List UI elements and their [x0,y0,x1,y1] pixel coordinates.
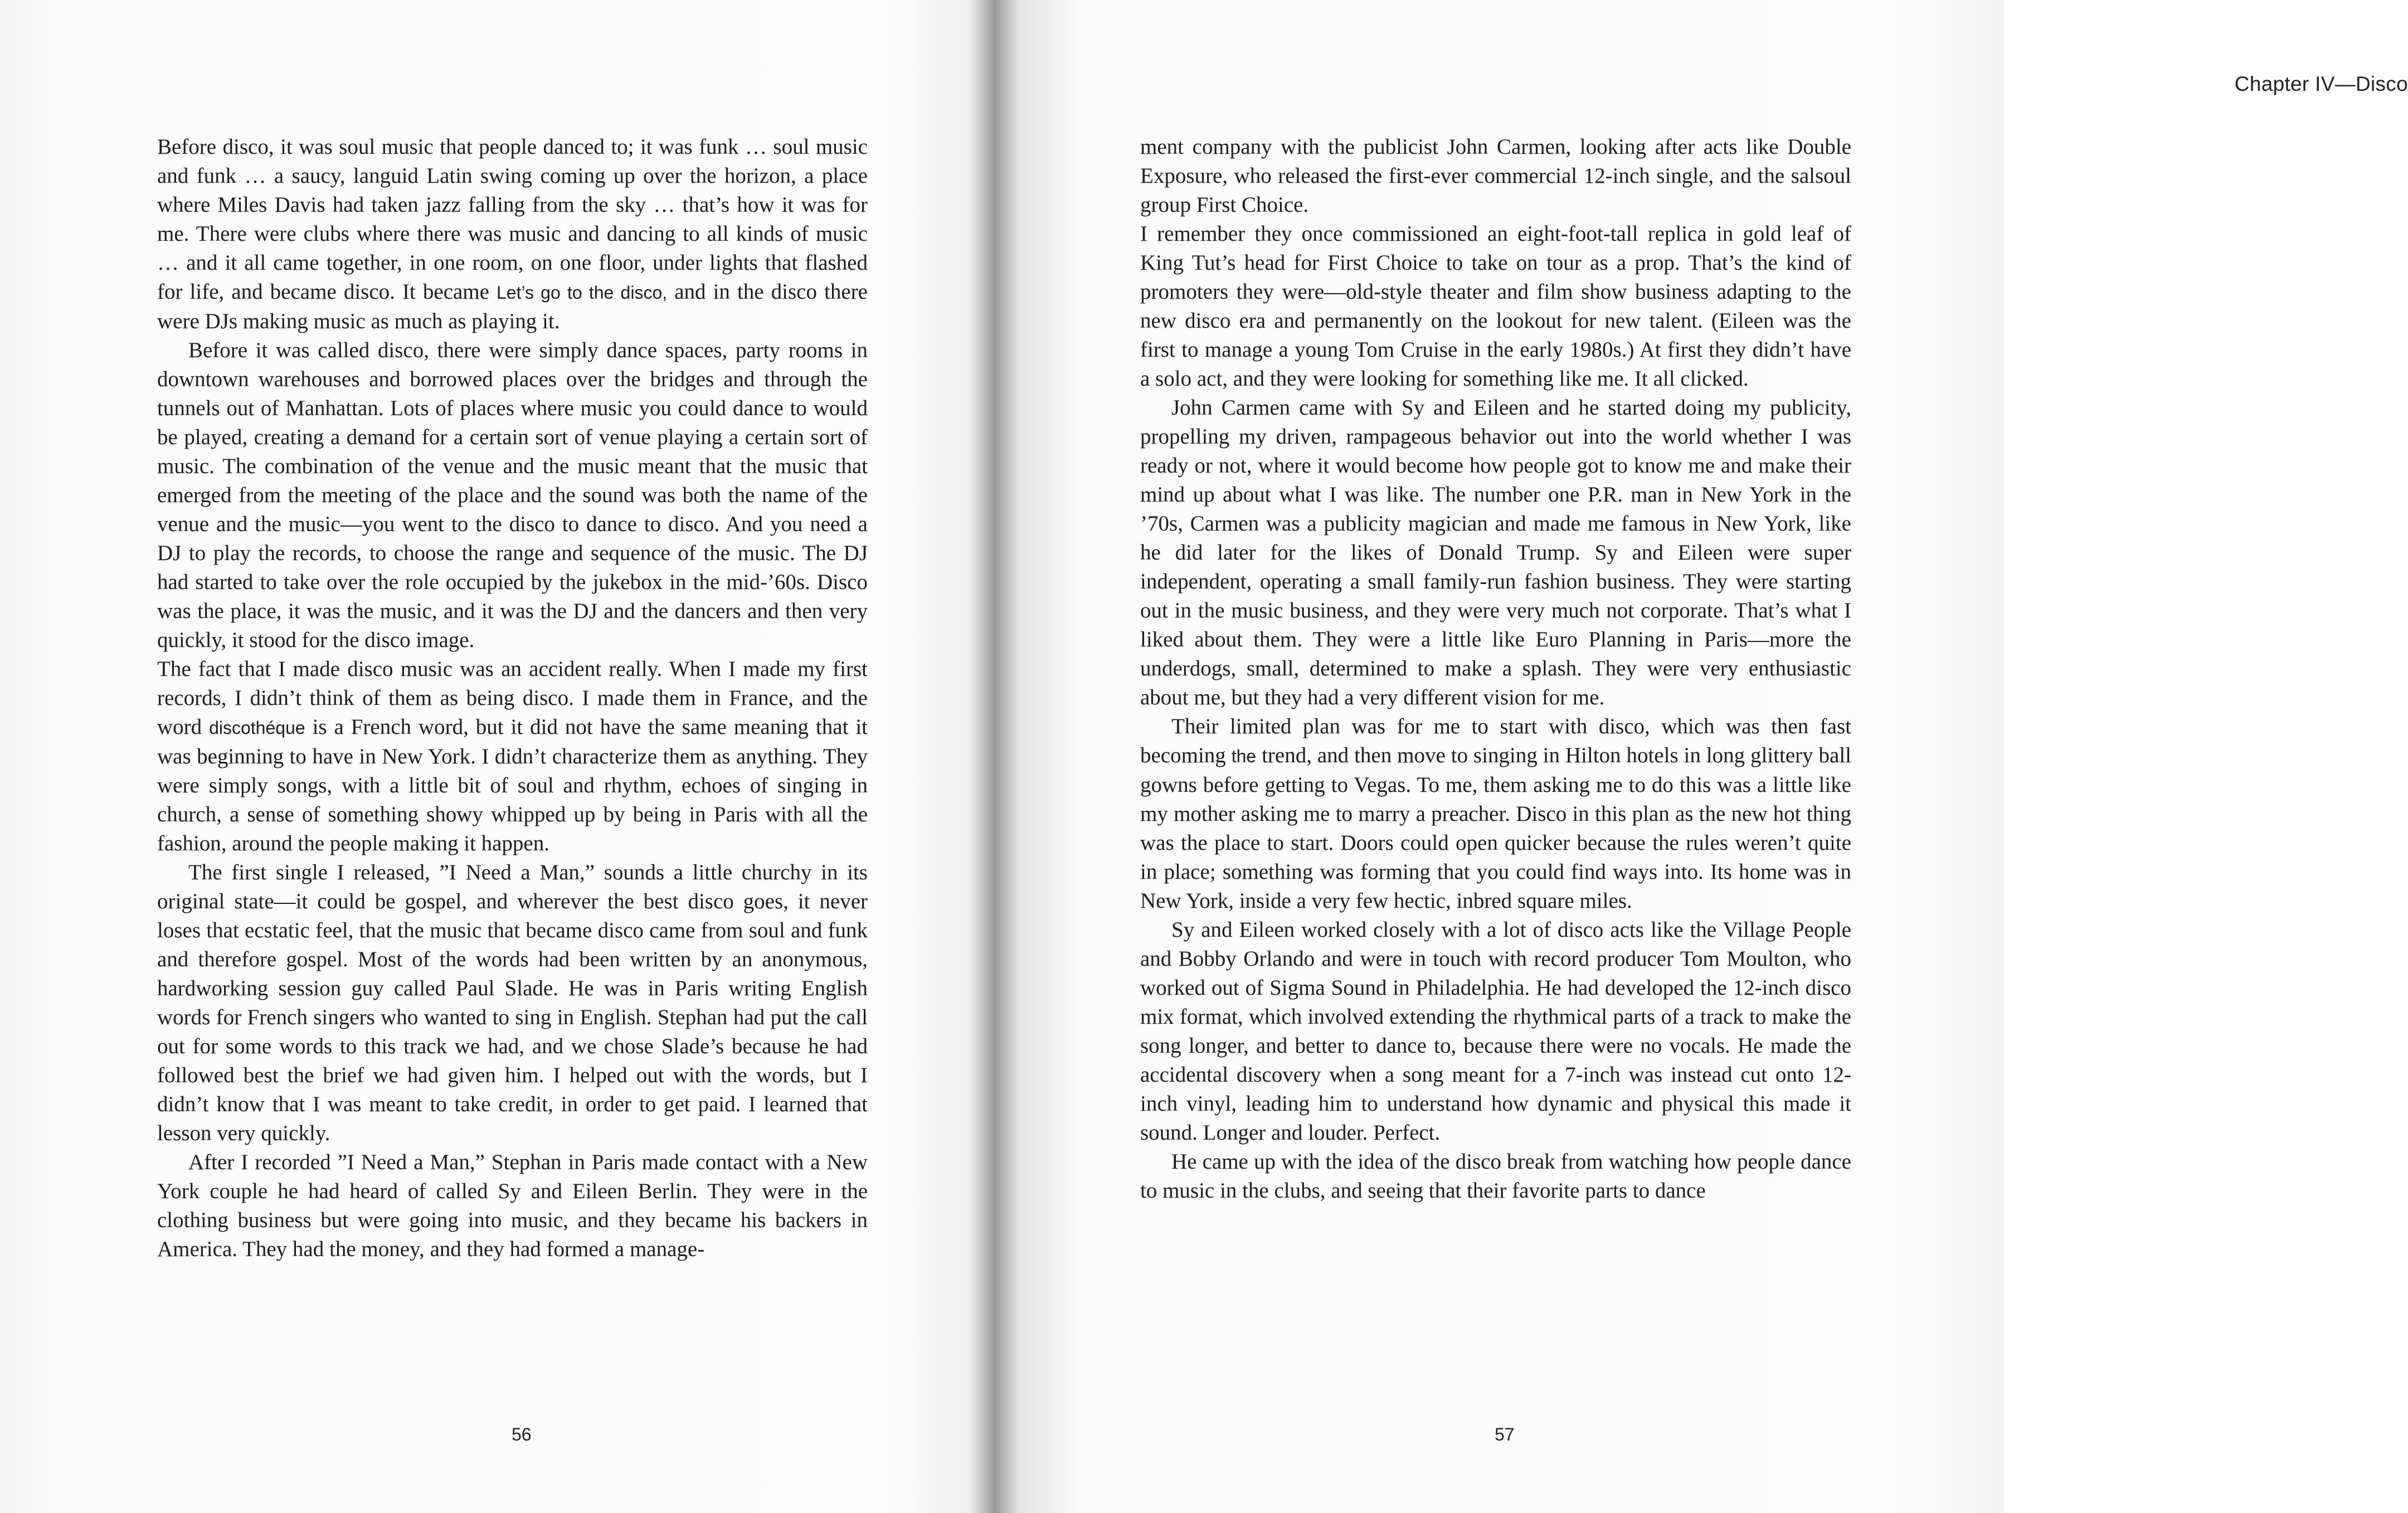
page-number: 56 [512,1424,532,1444]
paragraph: After I recorded ”I Need a Man,” Stephan in Paris made contact with a New York couple he had heard of called Sy and Eileen Berlin. They were in the clothing business but were going into music, and they became his backers in America. They had the money, and they had formed a manage- [157,1150,868,1261]
paragraph [1140,712,1851,916]
left-page [0,0,992,1513]
right-page [1003,0,2408,1513]
text-run: and in the disco there were DJs making music as much as playing it. [157,280,868,333]
paragraph: The first single I released, ”I Need a Man,” sounds a little churchy in its original state—it could be gospel, and wherever the best disco goes, it never loses that ecstatic feel, that the music that became disco came from soul and funk and therefore gospel. Most of the words had been written by an anonymous, hardworking session guy called Paul Slade. He was in Paris writing English words for French singers who wanted to sing in English. Stephan had put the call out for some words to this track we had, and we chose Slade’s because he had followed best the brief we had given him. I helped out with the words, but I didn’t know that I was meant to take credit, in order to get paid. I learned that lesson very quickly. [157,860,868,1145]
paragraph: He came up with the idea of the disco break from watching how people dance to music in the clubs, and seeing that their favorite parts to dance [1140,1150,1851,1203]
paragraph [157,655,868,858]
left-page-body [157,133,868,1264]
text-run: is a French word, but it did not have the same meaning that it was beginning to have in New York. I didn’t characterize them as anything. They were simply songs, with a little bit of soul and rhythm, echoes of singing in church, a sense of something showy whipped up by being in Paris with all the fashion, around the people making it happen. [157,715,868,855]
paragraph: ment company with the publicist John Carmen, looking after acts like Double Exposure, who released the first-ever commercial 12-inch single, and the salsoul group First Choice. [1140,135,1851,217]
paragraph: John Carmen came with Sy and Eileen and he started doing my publicity, propelling my driven, rampageous behavior out into the world whether I was ready or not, where it would become how people got to know me and make their mind up about what I was like. The number one P.R. man in New York in the ’70s, Carmen was a publicity magician and made me famous in New York, like he did later for the likes of Donald Trump. Sy and Eileen were super independent, operating a small family-run fashion business. They were starting out in the music business, and they were very much not corporate. That’s what I liked about them. They were a little like Euro Planning in Paris—more the underdogs, small, determined to make a splash. They were very enthusiastic about me, but they had a very different vision for me. [1140,396,1851,709]
text-run: Their limited plan was for me to start with disco, which was then fast becoming [1140,714,1851,767]
emphasis-text: Let’s go to the disco, [496,283,668,303]
text-run: trend, and then move to singing in Hilton hotels in long glittery ball gowns before getting to Vegas. To me, them asking me to do this was a little like my mother asking me to marry a preacher. Disco in this plan as the new hot thing was the place to start. Doors could open quicker because the rules weren’t quite in place; something was forming that you could find ways into. Its home was in New York, inside a very few hectic, inbred square miles. [1140,743,1852,913]
paragraph: Before it was called disco, there were simply dance spaces, party rooms in downtown warehouses and borrowed places over the bridges and through the tunnels out of Manhattan. Lots of places where music you could dance to would be played, creating a demand for a certain sort of venue playing a certain sort of music. The combination of the venue and the music meant that the music that emerged from the meeting of the place and the sound was both the name of the venue and the music—you went to the disco to dance to disco. And you need a DJ to play the records, to choose the range and sequence of the music. The DJ had started to take over the role occupied by the jukebox in the mid-’60s. Disco was the place, it was the music, and it was the DJ and the dancers and then very quickly, it stood for the disco image. [157,338,868,652]
running-head: Chapter IV—Disco [2234,72,2408,95]
page-number: 57 [1495,1424,1515,1444]
text-run: The fact that I made disco music was an accident really. When I made my first records, I didn’t think of them as being disco. I made them in France, and the word [157,657,868,739]
emphasis-text: the [1231,746,1257,766]
paragraph [157,133,868,336]
paragraph: I remember they once commissioned an eight-foot-tall replica in gold leaf of King Tut’s head for First Choice to take on tour as a prop. That’s the kind of promoters they were—old-style theater and film show business adapting to the new disco era and permanently on the lookout for new talent. (Eileen was the first to manage a young Tom Cruise in the early 1980s.) At first they didn’t have a solo act, and they were looking for something like me. It all clicked. [1140,222,1851,391]
text-run: Before disco, it was soul music that people danced to; it was funk … soul music and funk … a saucy, languid Latin swing coming up over the horizon, a place where Miles Davis had taken jazz falling from the sky … that’s how it was for me. There were clubs where there was music and dancing to all kinds of music … and it all came together, in one room, on one floor, under lights that flashed for life, and became disco. It became [157,135,868,304]
emphasis-text: discothéque [209,718,305,738]
right-page-body [1140,133,1851,1205]
paragraph: Sy and Eileen worked closely with a lot of disco acts like the Village People and Bobby Orlando and were in touch with record producer Tom Moulton, who worked out of Sigma Sound in Philadelphia. He had developed the 12-inch disco mix format, which involved extending the rhythmical parts of a track to make the song longer, and better to dance to, because there were no vocals. He made the accidental discovery when a song meant for a 7-inch was instead cut onto 12-inch vinyl, leading him to understand how dynamic and physical this made it sound. Longer and louder. Perfect. [1140,918,1851,1145]
